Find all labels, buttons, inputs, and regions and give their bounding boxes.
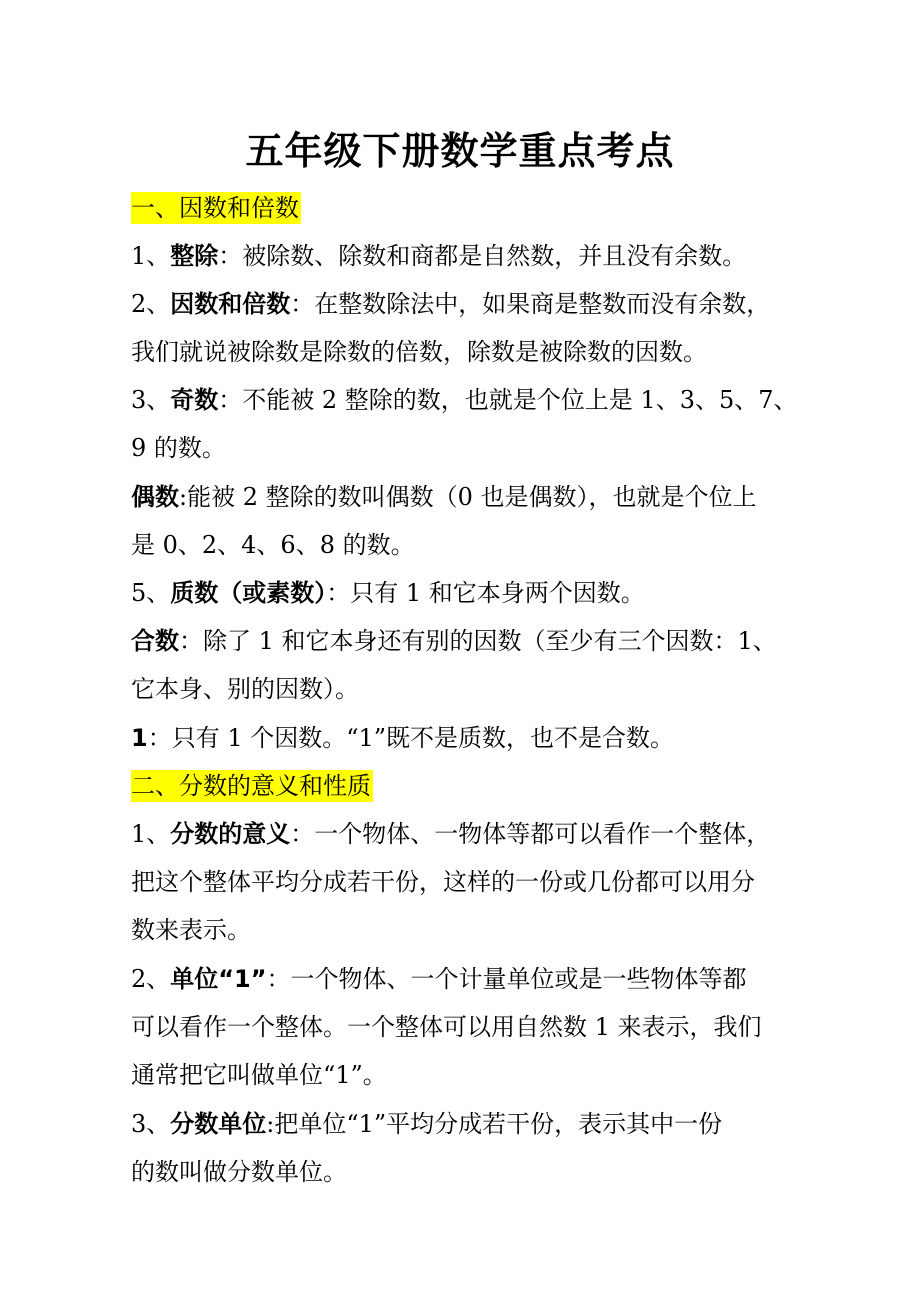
point-term: 合数: [131, 627, 179, 655]
point-separator: ：: [266, 965, 291, 993]
point-fraction-meaning: [131, 818, 770, 850]
point-text: 一个物体、一个计量单位或是一些物体等都: [290, 965, 747, 993]
point-term: 1: [131, 724, 148, 752]
point-number: 3、: [131, 1110, 171, 1138]
point-number: 1、: [131, 820, 171, 848]
point-term: 质数（或素数）: [170, 579, 327, 607]
point-prime-numbers: [131, 577, 645, 609]
point-odd-numbers-cont: [131, 432, 226, 464]
point-unit-one-cont: [131, 1011, 762, 1043]
point-text: 它本身、别的因数）。: [131, 675, 359, 703]
point-text: 的数叫做分数单位。: [131, 1158, 347, 1186]
point-unit-one-cont: [131, 1059, 387, 1091]
point-term: 分数的意义: [170, 820, 291, 848]
point-fraction-unit: [131, 1108, 722, 1140]
point-unit-one: [131, 963, 747, 995]
section-heading-fractions: [131, 770, 373, 802]
point-number: 2、: [131, 965, 171, 993]
point-term: 奇数: [170, 386, 219, 414]
point-fraction-unit-cont: [131, 1156, 347, 1188]
point-text: 是 0、2、4、6、8 的数。: [131, 531, 415, 559]
point-term: 分数单位: [170, 1110, 267, 1138]
point-odd-numbers: [131, 384, 798, 416]
point-separator: ：: [218, 386, 243, 414]
point-text: 一个物体、一物体等都可以看作一个整体，: [314, 820, 771, 848]
point-number: 3、: [131, 386, 171, 414]
section-heading-factors-multiples: [131, 192, 301, 224]
point-factors-multiples: [131, 288, 770, 320]
point-number: 1、: [131, 242, 171, 270]
point-text: 除了 1 和它本身还有别的因数（至少有三个因数：1、: [203, 627, 777, 655]
point-text: 9 的数。: [131, 434, 226, 462]
point-text: 我们就说被除数是除数的倍数，除数是被除数的因数。: [131, 338, 707, 366]
point-composite-numbers-cont: [131, 673, 359, 705]
point-separator: ：: [326, 579, 351, 607]
point-factors-multiples-cont: [131, 336, 707, 368]
point-text: 把这个整体平均分成若干份，这样的一份或几份都可以用分: [131, 868, 755, 896]
point-text: 只有 1 和它本身两个因数。: [350, 579, 645, 607]
point-number: 5、: [131, 579, 171, 607]
point-separator: ：: [179, 627, 203, 655]
point-text: 能被 2 整除的数叫偶数（0 也是偶数），也就是个位上: [187, 483, 757, 511]
point-text: 通常把它叫做单位“1”。: [131, 1061, 387, 1089]
point-divisible: [131, 240, 746, 272]
section-heading-text: 一、因数和倍数: [131, 194, 299, 222]
point-separator: ：: [290, 290, 315, 318]
point-term: 单位“1”: [170, 965, 267, 993]
point-composite-numbers: [131, 625, 777, 657]
point-term: 整除: [170, 242, 219, 270]
point-separator: ：: [218, 242, 243, 270]
point-fraction-meaning-cont: [131, 866, 755, 898]
point-separator: :: [266, 1110, 275, 1138]
point-text: 不能被 2 整除的数，也就是个位上是 1、3、5、7、: [242, 386, 798, 414]
point-separator: :: [179, 483, 188, 511]
section-heading-text: 二、分数的意义和性质: [131, 772, 371, 800]
point-separator: ：: [290, 820, 315, 848]
page-title: 五年级下册数学重点考点: [245, 129, 675, 173]
point-even-numbers: [131, 481, 757, 513]
point-fraction-meaning-cont: [131, 914, 251, 946]
point-number: 2、: [131, 290, 171, 318]
point-text: 被除数、除数和商都是自然数，并且没有余数。: [242, 242, 747, 270]
point-text: 在整数除法中，如果商是整数而没有余数，: [314, 290, 771, 318]
point-even-numbers-cont: [131, 529, 415, 561]
point-separator: ：: [147, 724, 172, 752]
point-text: 只有 1 个因数。“1”既不是质数，也不是合数。: [171, 724, 675, 752]
point-number-one: [131, 722, 674, 754]
point-text: 数来表示。: [131, 916, 251, 944]
point-text: 把单位“1”平均分成若干份，表示其中一份: [274, 1110, 723, 1138]
point-term: 偶数: [131, 483, 179, 511]
point-term: 因数和倍数: [170, 290, 291, 318]
point-text: 可以看作一个整体。一个整体可以用自然数 1 来表示，我们: [131, 1013, 762, 1041]
